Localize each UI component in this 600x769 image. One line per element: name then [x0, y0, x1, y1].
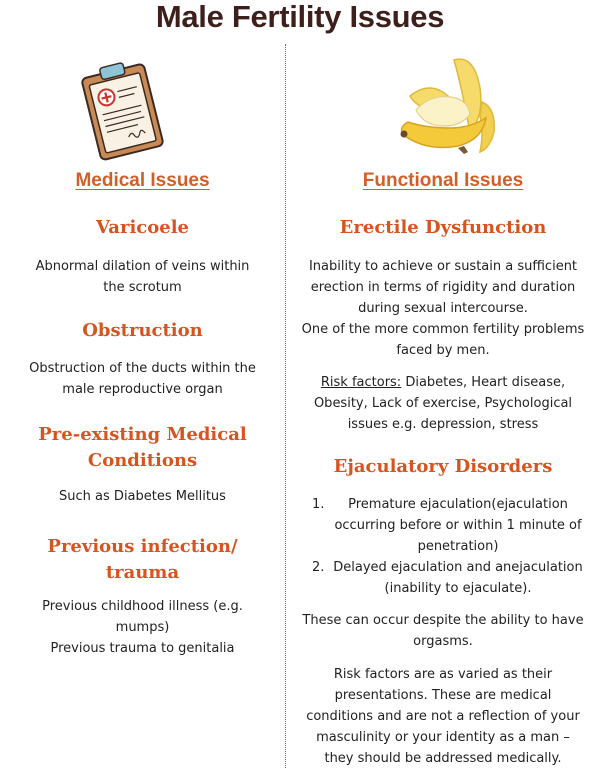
ed-risk-factors: Risk factors: Diabetes, Heart disease, Obesity, Lack of exercise, Psychological issues e.g. depression, stress [313, 375, 573, 432]
medical-issues-heading: Medical Issues [75, 170, 210, 191]
closing-note: Risk factors are as varied as their presentations. These are medical conditions and are not a reflection of your masculinity or your identity as a man – they should be addressed medically. [306, 667, 580, 766]
ejaculatory-disorders-list [298, 494, 592, 599]
peeled-banana-icon [396, 52, 506, 166]
obstruction-title: Obstruction [82, 320, 203, 341]
risk-factors-label: Risk factors: [320, 375, 402, 390]
previous-infection-title: Previous infection/ trauma [47, 536, 238, 583]
obstruction-text: Obstruction of the ducts within the male reproductive organ [29, 361, 256, 397]
pre-existing-conditions-title: Pre-existing Medical Conditions [38, 424, 247, 471]
list-item: 2. Delayed ejaculation and anejaculation (inability to ejaculate). [312, 560, 583, 596]
orgasm-note: These can occur despite the ability to have orgasms. [302, 613, 584, 649]
clipboard-medical-icon [72, 58, 172, 166]
functional-issues-heading: Functional Issues [362, 170, 524, 191]
page-title: Male Fertility Issues [155, 0, 445, 34]
ejaculatory-disorders-title: Ejaculatory Disorders [333, 456, 553, 477]
varicoele-title: Varicoele [95, 217, 189, 238]
varicoele-text: Abnormal dilation of veins within the scrotum [35, 259, 250, 295]
list-item: 1. Premature ejaculation(ejaculation occurring before or within 1 minute of penetration) [312, 497, 582, 554]
erectile-dysfunction-text: Inability to achieve or sustain a sufficient erection in terms of rigidity and duration during sexual intercourse. One of the more common fertility problems faced by men. [301, 259, 585, 358]
pre-existing-conditions-text: Such as Diabetes Mellitus [59, 489, 226, 504]
previous-infection-text: Previous childhood illness (e.g. mumps) Previous trauma to genitalia [42, 599, 243, 656]
erectile-dysfunction-title: Erectile Dysfunction [339, 217, 547, 238]
